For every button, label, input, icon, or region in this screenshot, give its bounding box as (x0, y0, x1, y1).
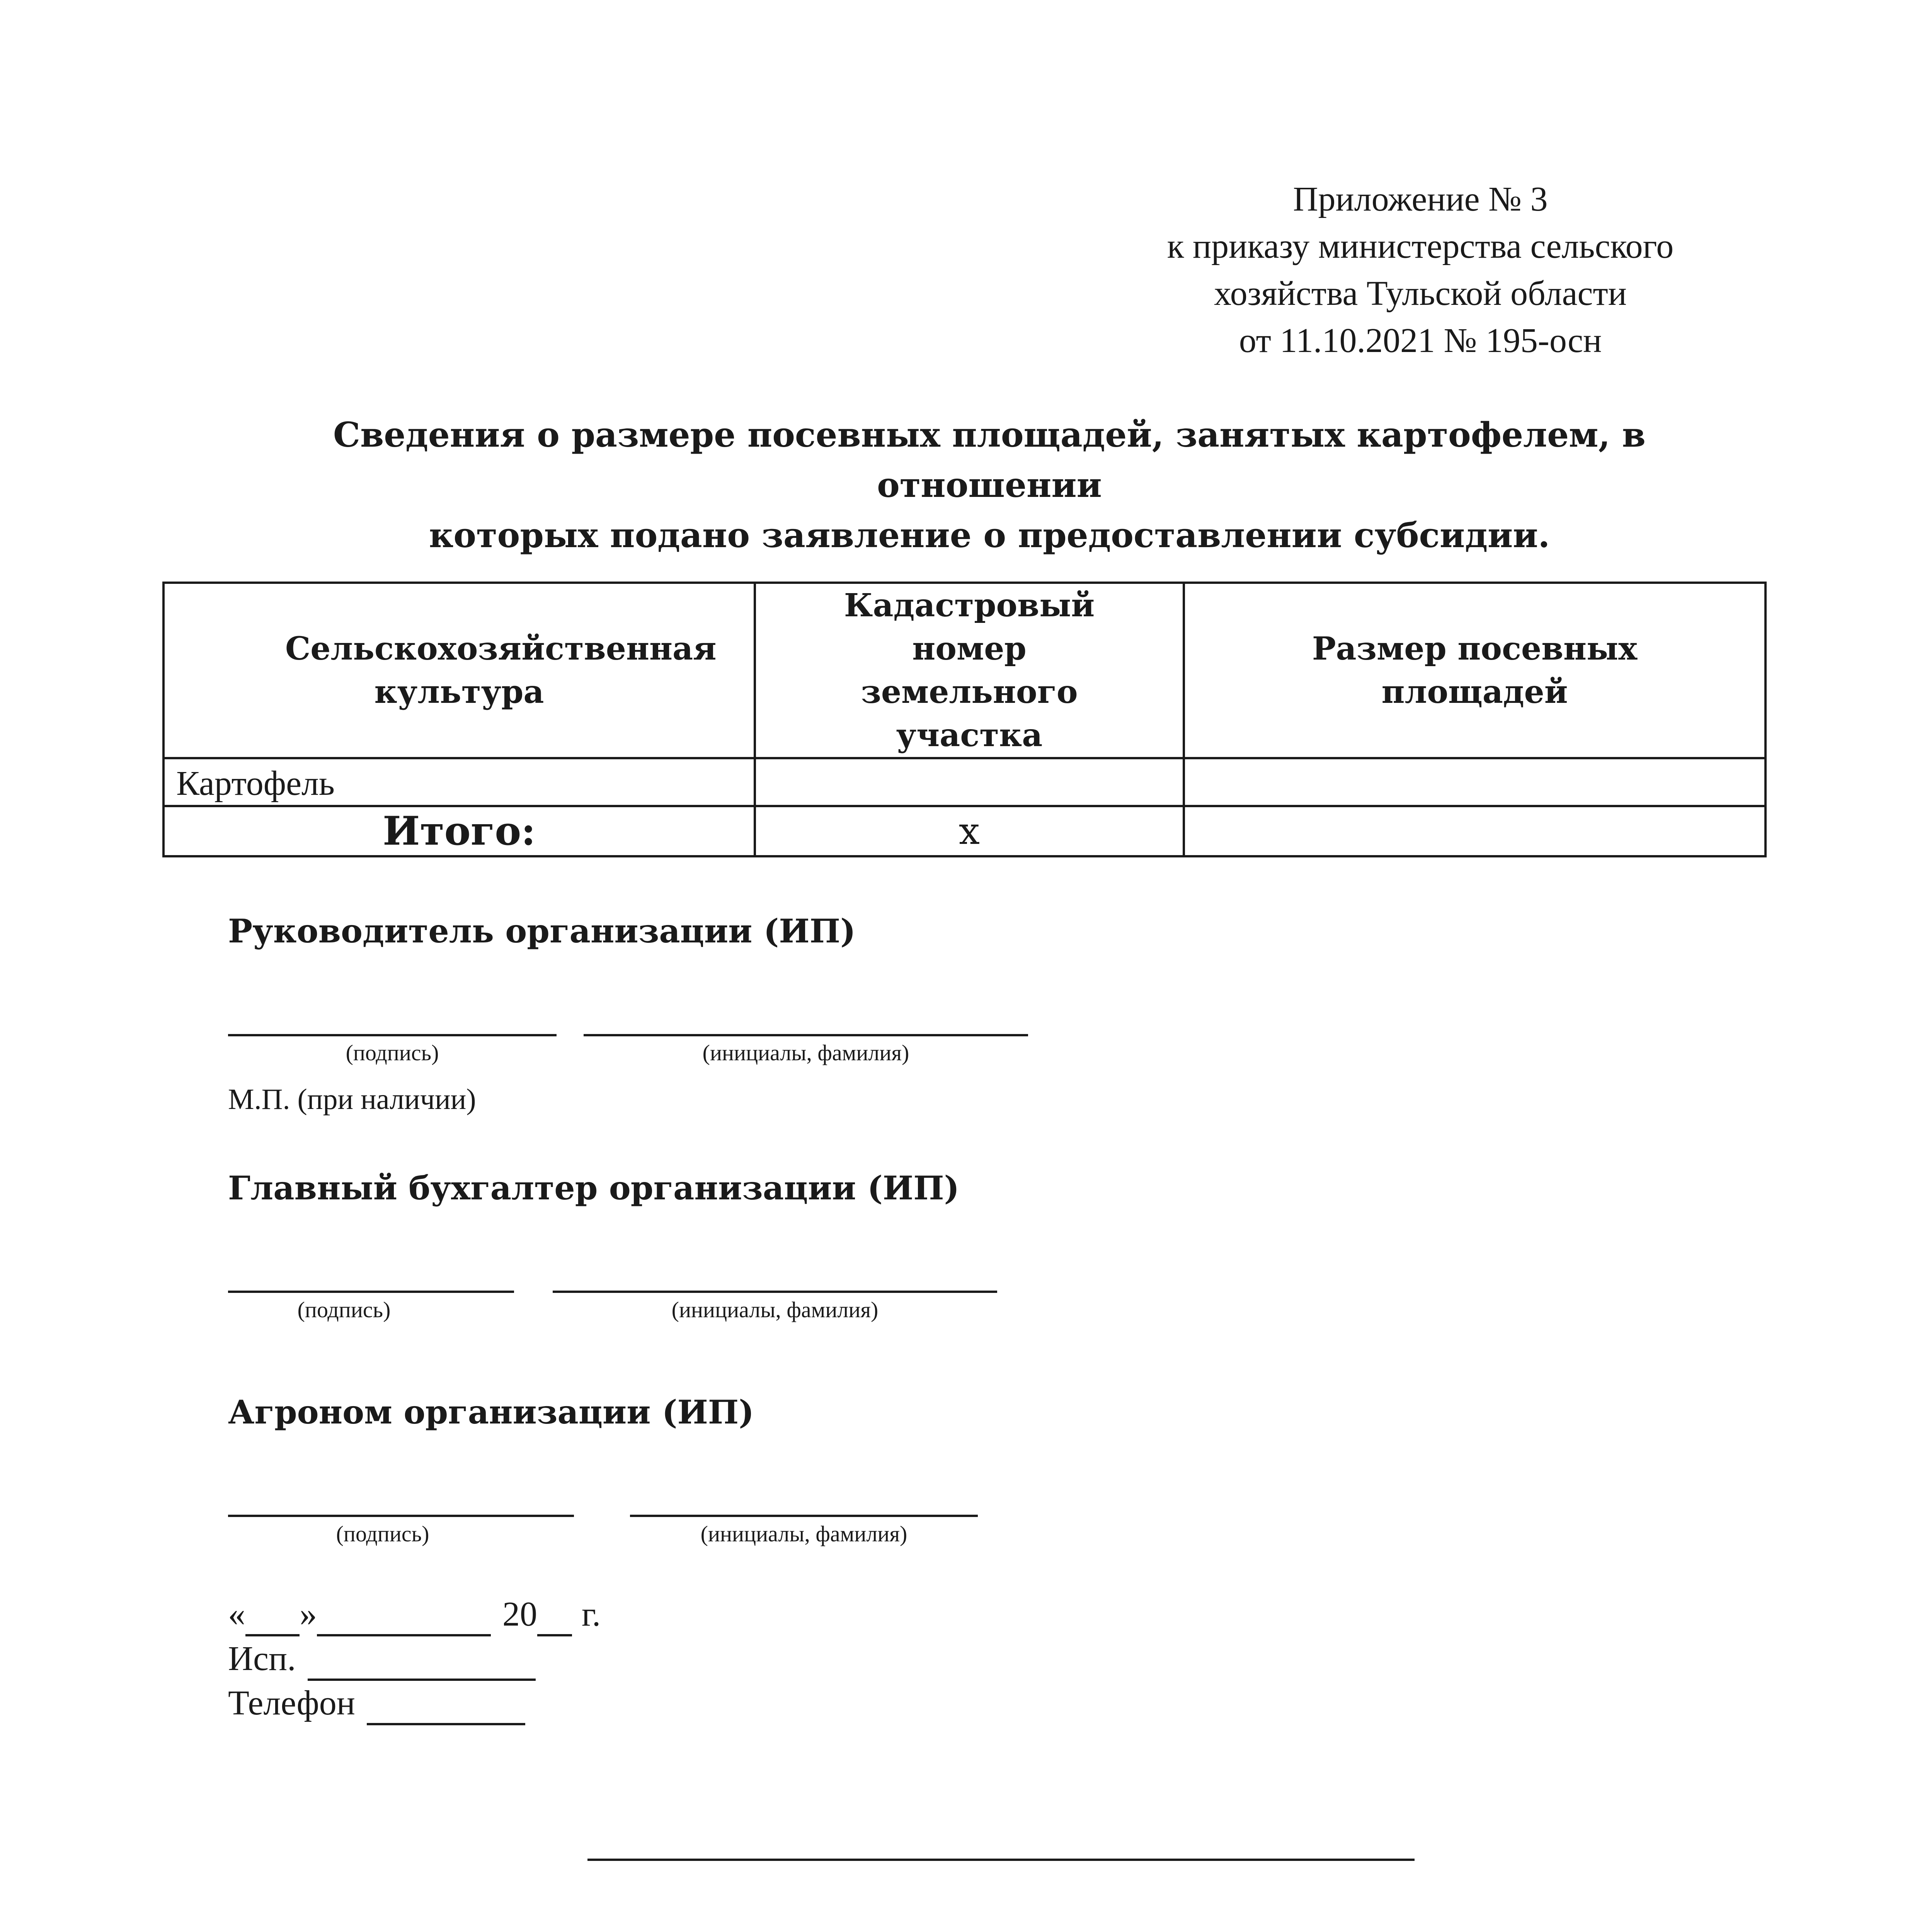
head-signature-line[interactable] (228, 1034, 557, 1036)
document-title (216, 410, 1762, 560)
date-year-field[interactable] (537, 1603, 572, 1636)
header-culture: Сельскохозяйственная культура (163, 583, 755, 758)
appendix-header (1082, 176, 1759, 364)
head-name-line[interactable] (584, 1034, 1028, 1036)
agronomist-signature-caption: (подпись) (336, 1521, 429, 1546)
stamp-note: М.П. (при наличии) (228, 1083, 476, 1116)
date-year-suffix: г. (582, 1595, 601, 1633)
accountant-signature-line[interactable] (228, 1291, 514, 1293)
date-row (228, 1592, 601, 1636)
accountant-name-line[interactable] (553, 1291, 997, 1293)
phone-label: Телефон (228, 1684, 355, 1722)
phone-row (228, 1681, 601, 1725)
date-close-quote: » (300, 1595, 317, 1633)
executor-row (228, 1636, 601, 1681)
total-cadastral: х (755, 806, 1184, 856)
cell-culture: Картофель (163, 758, 755, 806)
cell-cadastral-number[interactable] (755, 758, 1184, 806)
date-executor-block (228, 1592, 601, 1725)
header-cadastral-number: Кадастровый номер земельного участка (755, 583, 1184, 758)
accountant-signature-caption: (подпись) (297, 1297, 391, 1322)
agronomist-signature-title: Агроном организации (ИП) (228, 1393, 754, 1431)
executor-label: Исп. (228, 1639, 296, 1678)
executor-field[interactable] (308, 1648, 536, 1681)
date-day-field[interactable] (245, 1603, 300, 1636)
document-title-line-1: Сведения о размере посевных площадей, занятых картофелем, в отношении (333, 415, 1646, 505)
cell-sown-area[interactable] (1184, 758, 1765, 806)
date-open-quote: « (228, 1595, 245, 1633)
head-signature-title: Руководитель организации (ИП) (228, 912, 856, 950)
table-total-row (163, 806, 1765, 856)
phone-field[interactable] (367, 1692, 525, 1725)
document-title-line-2: которых подано заявление о предоставлении субсидии. (429, 515, 1550, 555)
head-signature-caption: (подпись) (346, 1040, 439, 1065)
agronomist-signature-line[interactable] (228, 1515, 574, 1517)
total-label: Итого: (163, 806, 755, 856)
head-name-caption: (инициалы, фамилия) (702, 1040, 909, 1065)
agronomist-name-line[interactable] (630, 1515, 978, 1517)
appendix-order-ref: к приказу министерства сельского (1167, 227, 1674, 265)
date-year-prefix: 20 (502, 1595, 537, 1633)
accountant-signature-title: Главный бухгалтер организации (ИП) (228, 1169, 960, 1207)
appendix-order-date: от 11.10.2021 № 195-осн (1239, 321, 1602, 360)
sown-area-table (162, 582, 1767, 857)
total-sown-area[interactable] (1184, 806, 1765, 856)
accountant-name-caption: (инициалы, фамилия) (671, 1297, 878, 1322)
table-row (163, 758, 1765, 806)
table-header-row (163, 583, 1765, 758)
appendix-number: Приложение № 3 (1293, 180, 1548, 218)
header-sown-area: Размер посевных площадей (1184, 583, 1765, 758)
agronomist-name-caption: (инициалы, фамилия) (700, 1521, 907, 1546)
bottom-separator-line (587, 1859, 1415, 1861)
date-month-field[interactable] (317, 1603, 491, 1636)
appendix-ministry: хозяйства Тульской области (1214, 274, 1627, 313)
